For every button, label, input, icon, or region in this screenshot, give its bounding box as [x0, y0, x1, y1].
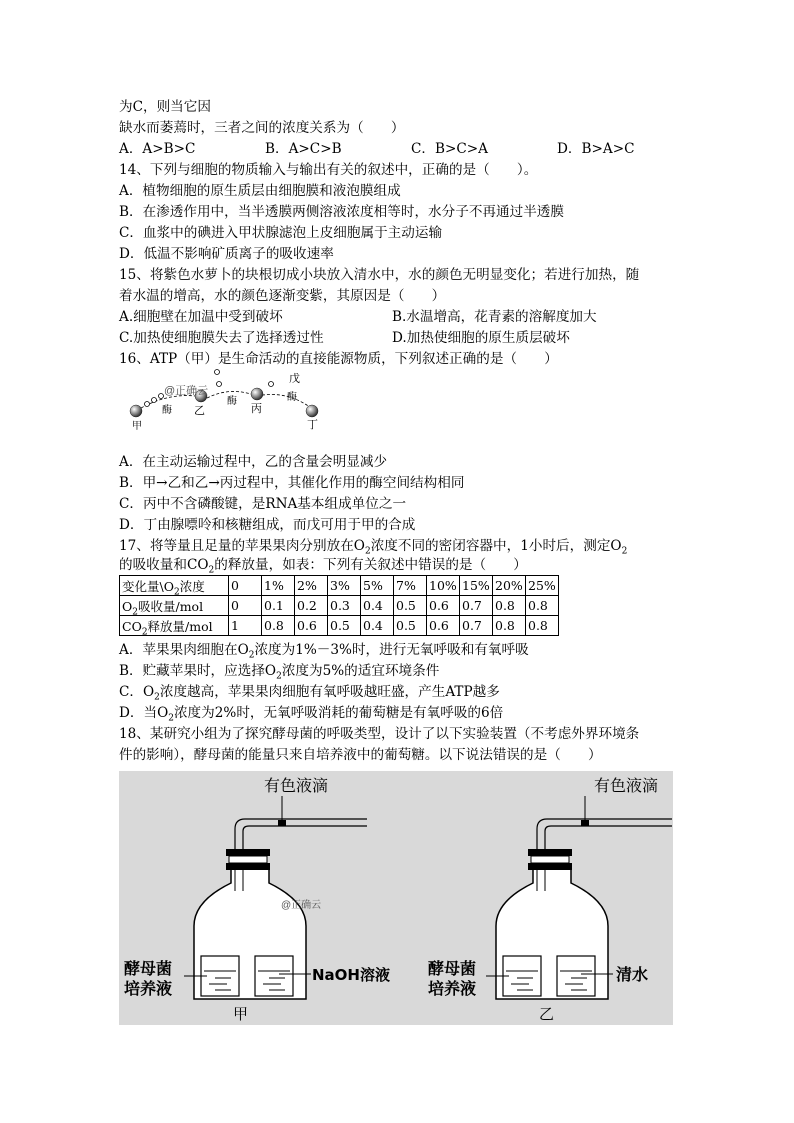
table-col: 1%	[262, 576, 295, 596]
table-cell: 0.8	[526, 596, 559, 616]
table-cell: 0.6	[427, 596, 460, 616]
enzyme-label-2: 酶	[227, 396, 237, 407]
q14-option-c: C．血浆中的碘进入甲状腺滤泡上皮细胞属于主动运输	[119, 225, 443, 241]
table-cell: 1	[229, 616, 262, 636]
q14-stem: 14、下列与细胞的物质输入与输出有关的叙述中，正确的是（ ）。	[119, 162, 538, 178]
table-cell: 0.8	[493, 596, 526, 616]
q17-stem: 17、将等量且足量的苹果果肉分别放在$O_2$浓度不同的密闭容器中，1小时后，测定$O_2$	[119, 538, 628, 557]
q14-option-b: B．在渗透作用中，当半透膜两侧溶液浓度相等时，水分子不再通过半透膜	[119, 204, 564, 220]
table-row-label: $O_2$吸收量/mol	[120, 596, 229, 616]
q15-option-c: C.加热使细胞膜失去了选择透过性	[119, 330, 324, 346]
table-header-row	[120, 576, 559, 596]
q15-options-row1	[119, 308, 679, 326]
q17-option-c: C．$O_2$浓度越高，苹果果肉细胞有氧呼吸越旺盛，产生ATP越多	[119, 684, 500, 703]
q18-stem-cont: 件的影响），酵母菌的能量只来自培养液中的葡萄糖。以下说法错误的是（ ）	[119, 747, 602, 763]
respiration-table	[119, 575, 559, 636]
table-cell: 0	[229, 596, 262, 616]
atp-hydrolysis-diagram	[119, 368, 339, 430]
table-col: 3%	[328, 576, 361, 596]
table-cell: 0.5	[328, 616, 361, 636]
table-cell: 0.8	[493, 616, 526, 636]
table-col: 7%	[394, 576, 427, 596]
table-col: 25%	[526, 576, 559, 596]
q17-stem-cont: 的吸收量和$CO_2$的释放量，如表：下列有关叙述中错误的是（ ）	[119, 557, 527, 576]
table-row-co2	[120, 616, 559, 636]
q18-stem: 18、某研究小组为了探究酵母菌的呼吸类型，设计了以下实验装置（不考虑外界环境条	[119, 726, 640, 742]
table-row-o2	[120, 596, 559, 616]
q16-option-d: D．丁由腺嘌呤和核糖组成，而戊可用于甲的合成	[119, 517, 416, 533]
naoh-label: NaOH溶液	[312, 966, 390, 984]
q14-option-a: A．植物细胞的原生质层由细胞膜和液泡膜组成	[119, 183, 401, 199]
table-row-label: $CO_2$释放量/mol	[120, 616, 229, 636]
q13-tail-line1: 为C，则当它因	[119, 99, 211, 115]
table-col: 10%	[427, 576, 460, 596]
q16-option-c: C．丙中不含磷酸键，是RNA基本组成单位之一	[119, 496, 407, 512]
colored-drop-left	[278, 820, 286, 826]
q15-option-d: D.加热使细胞的原生质层破坏	[392, 330, 570, 346]
table-cell: 0.5	[394, 616, 427, 636]
table-col: 15%	[460, 576, 493, 596]
q13-option-b: B．A>C>B	[265, 141, 342, 157]
yeast-label-right-2: 培养液	[428, 979, 477, 998]
q14-option-d: D．低温不影响矿质离子的吸收速率	[119, 246, 334, 262]
table-cell: 0.7	[460, 616, 493, 636]
apparatus-name-jia: 甲	[233, 1005, 249, 1023]
table-cell: 0.1	[262, 596, 295, 616]
q16-option-b: B．甲→乙和乙→丙过程中，其催化作用的酶空间结构相同	[119, 475, 465, 491]
label-ding: 丁	[307, 418, 318, 430]
q13-option-d: D．B>A>C	[557, 141, 635, 157]
table-cell: 0.6	[295, 616, 328, 636]
table-cell: 0.7	[460, 596, 493, 616]
yeast-label-right-1: 酵母菌	[428, 959, 477, 978]
q13-tail-line2: 缺水而萎蔫时，三者之间的浓度关系为（ ）	[119, 120, 405, 136]
adenosine-ding	[306, 405, 318, 417]
q13-option-a: A．A>B>C	[119, 141, 196, 157]
table-col: 0	[229, 576, 262, 596]
table-cell: 0.6	[427, 616, 460, 636]
table-cell: 0.8	[262, 616, 295, 636]
amp-molecule-bing	[251, 388, 263, 400]
atp-molecule-jia	[130, 405, 142, 417]
water-label: 清水	[616, 965, 649, 984]
table-header-label: 变化量$\backslash O_2$浓度	[120, 576, 229, 596]
drop-label-left: 有色液滴	[264, 776, 329, 795]
label-yi: 乙	[194, 404, 205, 417]
q13-options	[119, 140, 679, 158]
yeast-label-left-1: 酵母菌	[124, 959, 173, 978]
q17-option-b: B．贮藏苹果时，应选择$O_2$浓度为5%的适宜环境条件	[119, 663, 440, 682]
q15-stem: 15、将紫色水萝卜的块根切成小块放入清水中，水的颜色无明显变化；若进行加热，随	[119, 267, 640, 283]
label-wu: 戊	[289, 372, 300, 385]
q13-option-c: C．B>C>A	[411, 141, 488, 157]
table-col: 20%	[493, 576, 526, 596]
table-col: 5%	[361, 576, 394, 596]
table-col: 2%	[295, 576, 328, 596]
enzyme-label-3: 酶	[287, 392, 297, 403]
q17-option-a: A．苹果果肉细胞在$O_2$浓度为1%－3%时，进行无氧呼吸和有氧呼吸	[119, 642, 529, 661]
q15-stem-cont: 着水温的增高，水的颜色逐渐变紫，其原因是（ ）	[119, 288, 446, 304]
watermark: @正确云	[164, 385, 209, 397]
colored-drop-right	[581, 820, 589, 826]
yeast-label-left-2: 培养液	[124, 979, 173, 998]
q15-option-b: B.水温增高，花青素的溶解度加大	[392, 309, 597, 325]
drop-label-right: 有色液滴	[594, 776, 659, 795]
apparatus-name-yi: 乙	[539, 1005, 555, 1023]
label-jia: 甲	[132, 421, 142, 430]
table-cell: 0.8	[526, 616, 559, 636]
table-cell: 0.5	[394, 596, 427, 616]
label-bing: 丙	[251, 402, 262, 415]
enzyme-label-1: 酶	[162, 405, 172, 416]
watermark-apparatus: @正确云	[281, 900, 322, 911]
phosphate-wu	[269, 382, 274, 387]
q15-options-row2	[119, 329, 679, 347]
table-cell: 0.4	[361, 596, 394, 616]
q16-stem: 16、ATP（甲）是生命活动的直接能源物质，下列叙述正确的是（ ）	[119, 351, 558, 367]
table-cell: 0.4	[361, 616, 394, 636]
table-cell: 0.3	[328, 596, 361, 616]
q15-option-a: A.细胞壁在加温中受到破坏	[119, 309, 283, 325]
q16-option-a: A．在主动运输过程中，乙的含量会明显减少	[119, 454, 388, 470]
q17-option-d: D．当$O_2$浓度为2%时，无氧呼吸消耗的葡萄糖是有氧呼吸的6倍	[119, 705, 504, 724]
table-cell: 0.2	[295, 596, 328, 616]
yeast-respiration-apparatus	[119, 771, 673, 1025]
